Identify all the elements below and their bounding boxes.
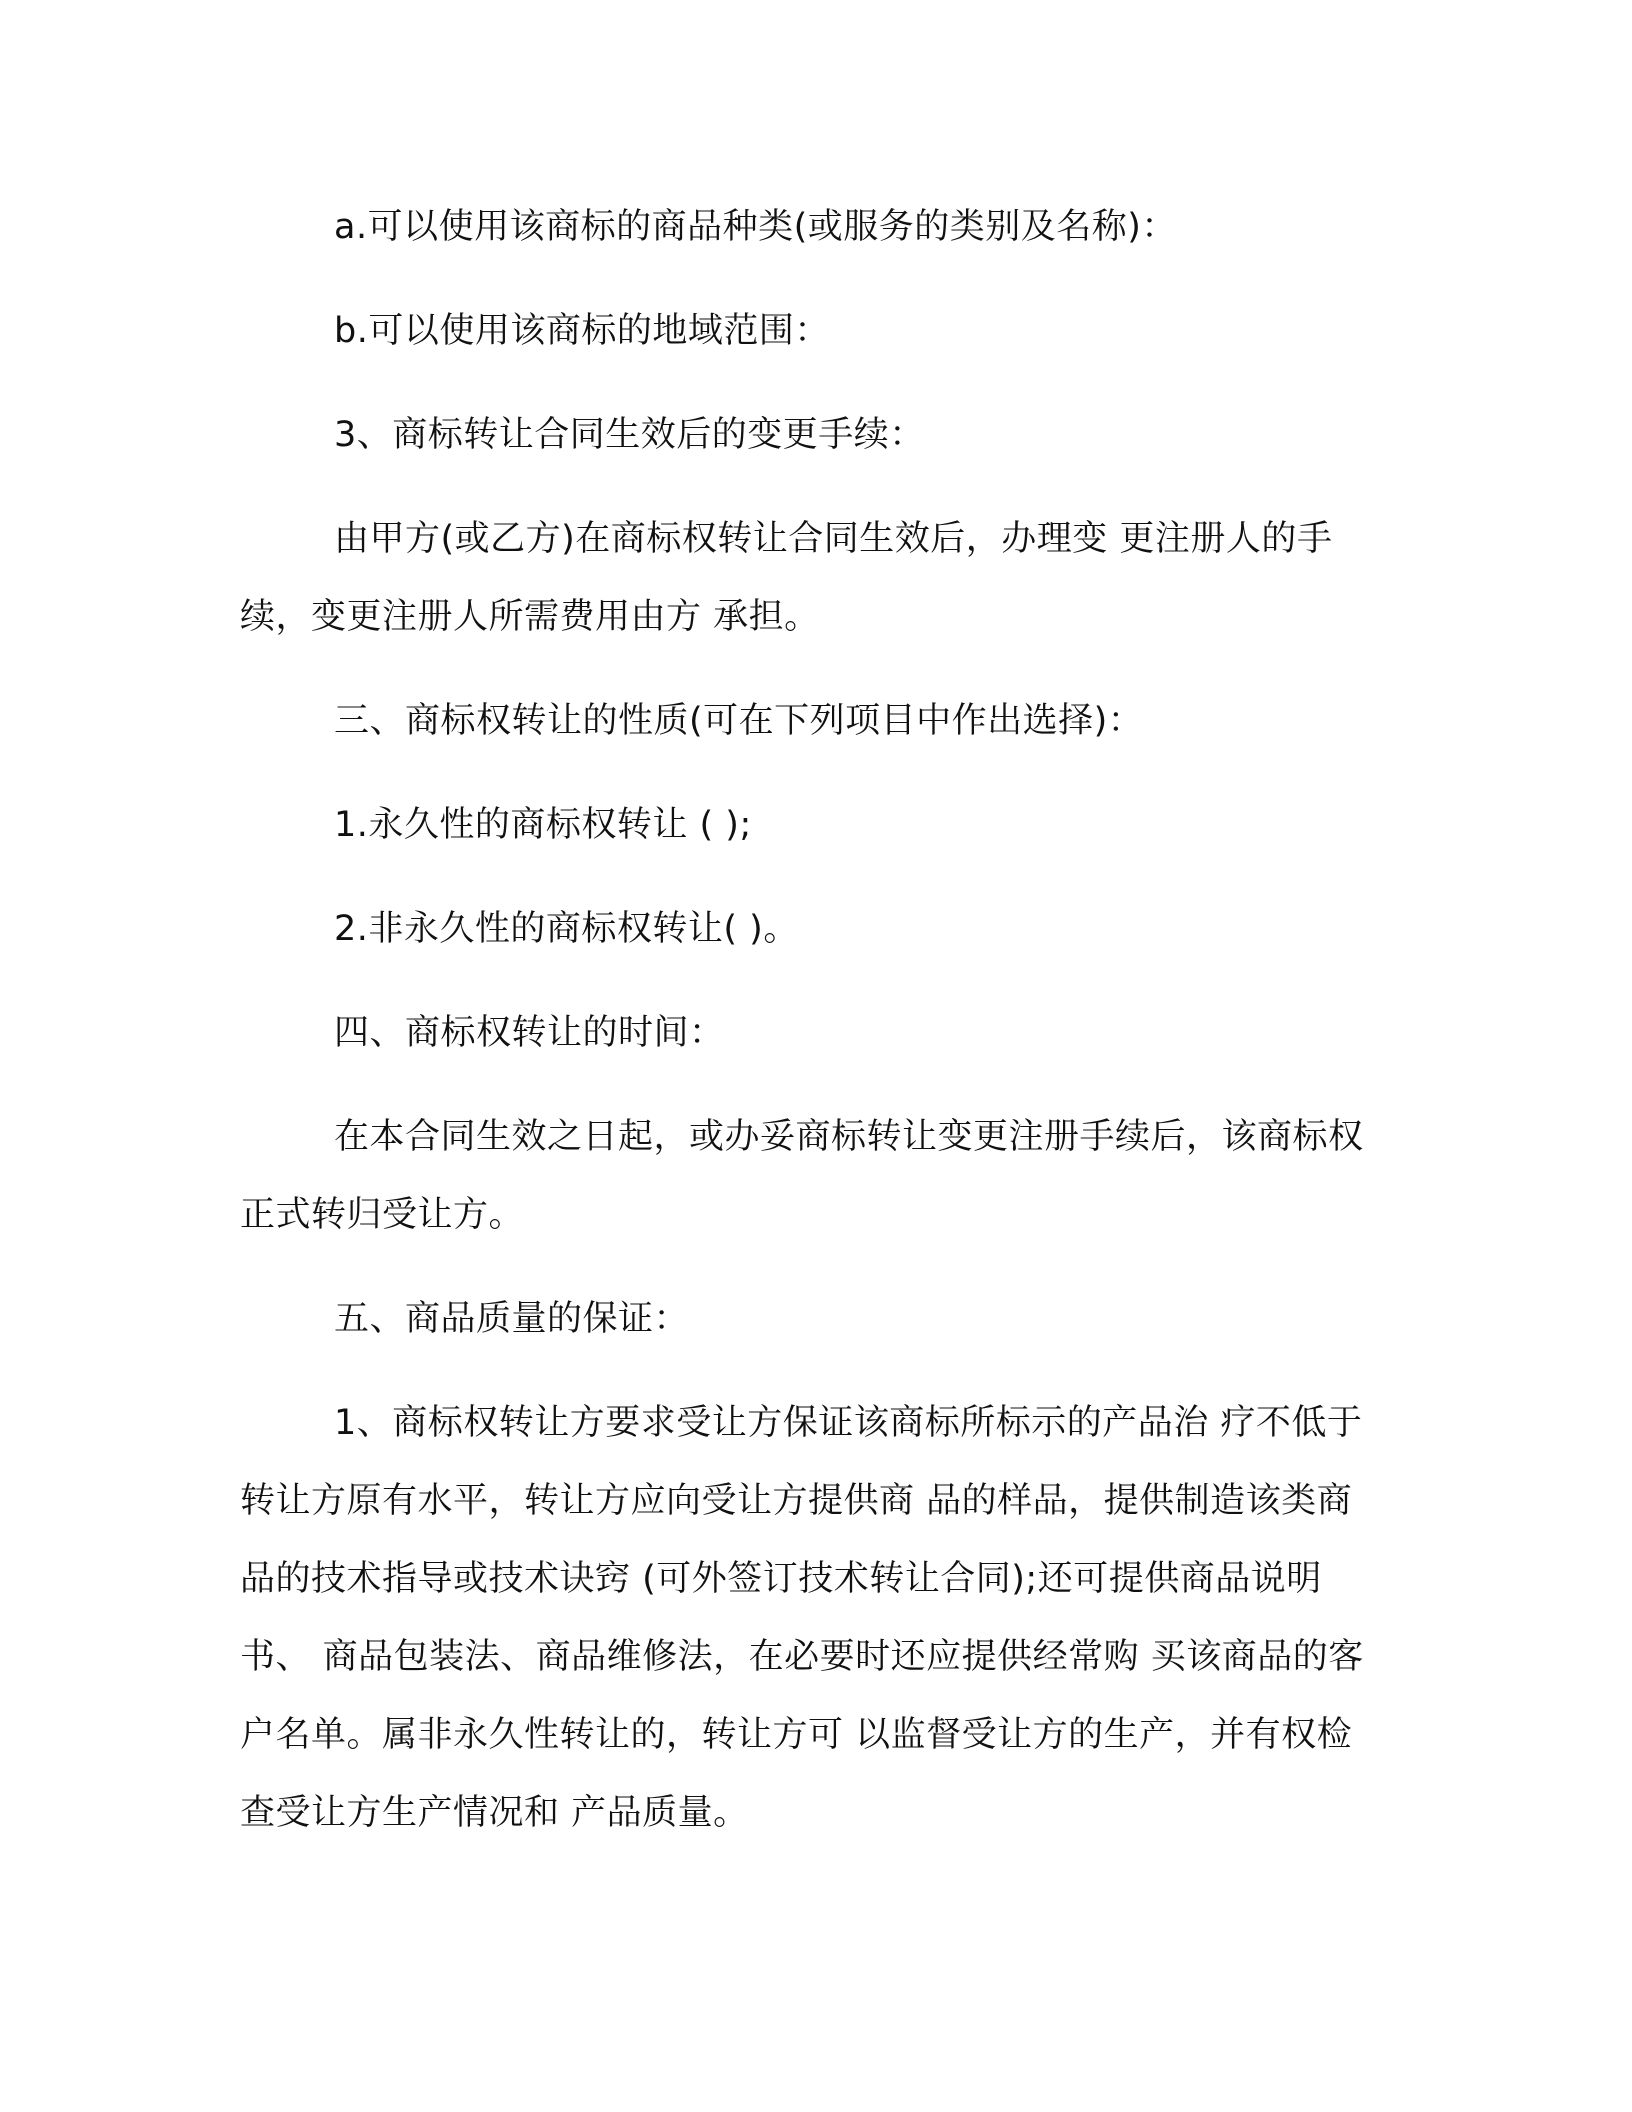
section-heading-quality: 五、商品质量的保证： <box>334 1299 690 1339</box>
paragraph-nonpermanent-transfer: 2.非永久性的商标权转让( )。 <box>334 909 799 949</box>
section-heading-time: 四、商标权转让的时间： <box>334 1013 725 1053</box>
paragraph-change-procedure-heading: 3、商标转让合同生效后的变更手续： <box>334 415 925 455</box>
paragraph-quality-guarantee: 1、商标权转让方要求受让方保证该商标所标示的产品治 疗不低于转让方原有水平，转让方应向受让方提供商 品的样品，提供制造该类商品的技术指导或技术诀窍 (可外签订技术转让合同);还可提供商品说明书、 商品包装法、商品维修法，在必要时还应提供经常购 买该商品的客户名单。属非永久性转让的，转让方可 以监督受让方的生产，并有权检查受让方生产情况和 产品质量。 <box>240 1403 1364 1833</box>
paragraph-effective-date: 在本合同生效之日起，或办妥商标转让变更注册手续后，该商标权正式转归受让方。 <box>240 1117 1364 1235</box>
paragraph-change-procedure: 由甲方(或乙方)在商标权转让合同生效后，办理变 更注册人的手续，变更注册人所需费用由方 承担。 <box>240 519 1333 637</box>
paragraph-permanent-transfer: 1.永久性的商标权转让 ( ); <box>334 805 752 845</box>
document-body <box>240 188 1380 1852</box>
paragraph-goods-category: a.可以使用该商标的商品种类(或服务的类别及名称)： <box>334 207 1177 247</box>
section-heading-nature: 三、商标权转让的性质(可在下列项目中作出选择)： <box>334 701 1144 741</box>
paragraph-territory: b.可以使用该商标的地域范围： <box>334 311 830 351</box>
